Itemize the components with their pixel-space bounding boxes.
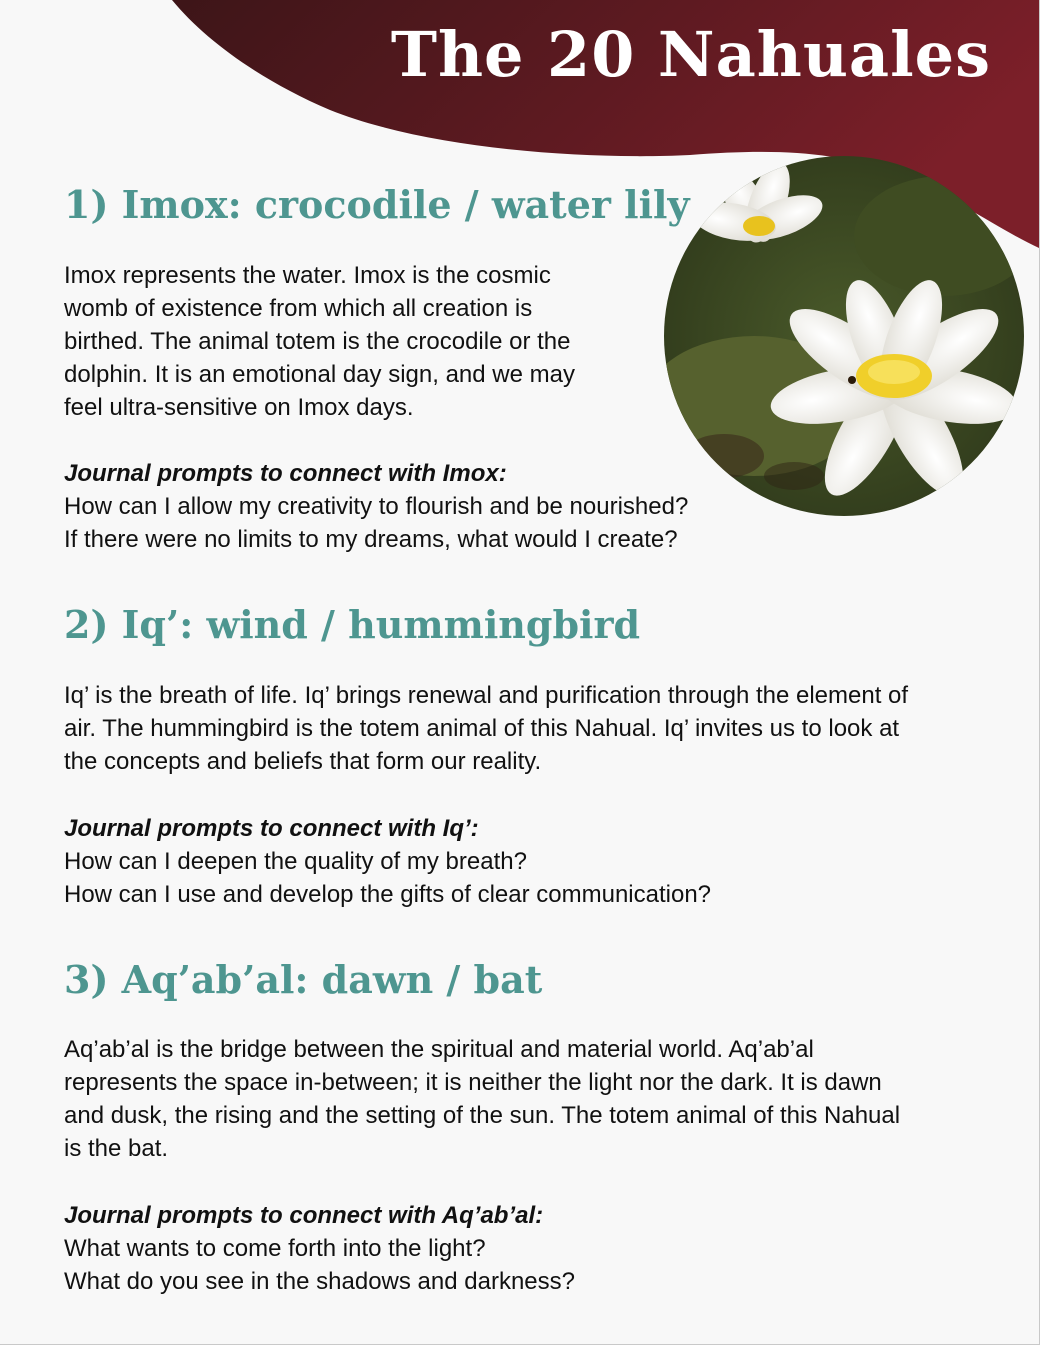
- journal-prompts-aqabal: [64, 1199, 575, 1298]
- section-heading-iq: 2) Iq’: wind / hummingbird: [64, 602, 641, 647]
- body-line: dolphin. It is an emotional day sign, and we may: [64, 361, 575, 388]
- journal-prompt: What wants to come forth into the light?: [64, 1235, 486, 1262]
- journal-prompts-iq: [64, 812, 711, 911]
- section-body-iq: [64, 679, 908, 778]
- journal-prompt: How can I use and develop the gifts of clear communication?: [64, 881, 712, 908]
- section-body-aqabal: [64, 1033, 900, 1165]
- body-line: the concepts and beliefs that form our reality.: [64, 748, 542, 775]
- journal-prompt: If there were no limits to my dreams, what would I create?: [64, 526, 678, 553]
- journal-prompt: How can I allow my creativity to flourish and be nourished?: [64, 493, 689, 520]
- body-line: is the bat.: [64, 1135, 169, 1162]
- journal-prompts-imox: [64, 457, 688, 556]
- body-line: Iq’ is the breath of life. Iq’ brings renewal and purification through the element of: [64, 682, 909, 709]
- water-lily-image: [664, 156, 1024, 516]
- body-line: Aq’ab’al is the bridge between the spiritual and material world. Aq’ab’al: [64, 1036, 814, 1063]
- water-lily-photo: [664, 156, 1024, 516]
- journal-prompt: What do you see in the shadows and darkness?: [64, 1268, 575, 1295]
- page-title: The 20 Nahuales: [390, 18, 991, 91]
- body-line: birthed. The animal totem is the crocodile or the: [64, 328, 571, 355]
- journal-prompt-title: Journal prompts to connect with Imox:: [64, 460, 507, 487]
- body-line: air. The hummingbird is the totem animal of this Nahual. Iq’ invites us to look at: [64, 715, 900, 742]
- section-heading-aqabal: 3) Aq’ab’al: dawn / bat: [64, 957, 543, 1002]
- section-heading-imox: 1) Imox: crocodile / water lily: [64, 182, 690, 227]
- body-line: represents the space in-between; it is neither the light nor the dark. It is dawn: [64, 1069, 882, 1096]
- body-line: womb of existence from which all creation is: [64, 295, 533, 322]
- journal-prompt-title: Journal prompts to connect with Iq’:: [64, 815, 479, 842]
- body-line: Imox represents the water. Imox is the cosmic: [64, 262, 551, 289]
- journal-prompt-title: Journal prompts to connect with Aq’ab’al:: [64, 1202, 544, 1229]
- body-line: feel ultra-sensitive on Imox days.: [64, 394, 414, 421]
- journal-prompt: How can I deepen the quality of my breath?: [64, 848, 527, 875]
- body-line: and dusk, the rising and the setting of the sun. The totem animal of this Nahual: [64, 1102, 901, 1129]
- section-body-imox: [64, 259, 575, 424]
